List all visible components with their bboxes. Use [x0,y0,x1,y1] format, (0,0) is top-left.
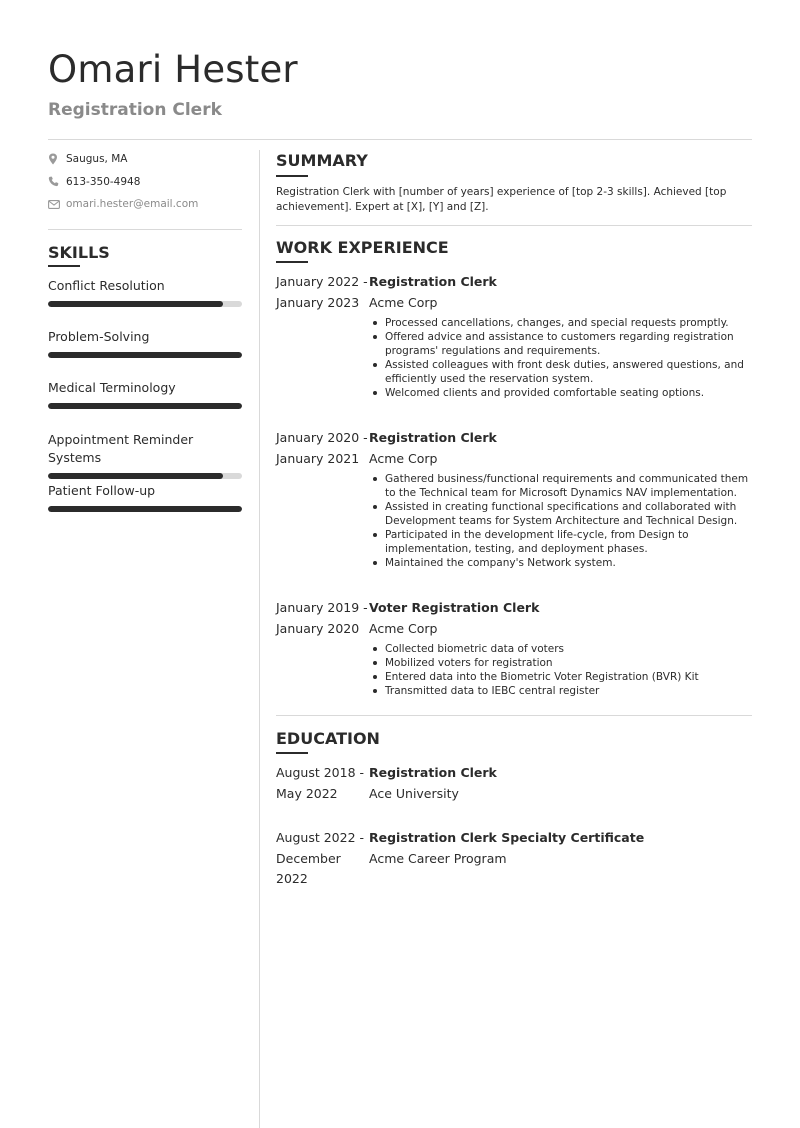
location-text: Saugus, MA [66,153,128,166]
job-end: January 2020 [276,620,360,636]
skill-bar-fill [48,301,223,307]
skills-heading: SKILLS [48,243,110,262]
job-bullet: Assisted in creating functional specifications and collaborated with Development teams for System Architecture and Technical Design. [369,500,752,528]
skill-bar-fill [48,352,242,358]
skills-list [48,277,242,533]
skill-name: Conflict Resolution [48,278,165,293]
skill-name: Patient Follow-up [48,482,156,498]
column-divider [259,150,260,1128]
skill-bar-fill [48,403,242,409]
job-role: Voter Registration Clerk [369,600,540,615]
job-bullet: Offered advice and assistance to customers regarding registration programs' regulations and requirements. [369,330,752,358]
email-link[interactable]: omari.hester@email.com [66,198,199,211]
education-heading: EDUCATION [276,729,380,748]
skill-item [48,277,242,328]
education-end: May 2022 [276,785,338,801]
job-bullet: Entered data into the Biometric Voter Registration (BVR) Kit [369,670,752,684]
job-bullet: Participated in the development life-cycle, from Design to implementation, testing, and deployment phases. [369,528,752,556]
job-company: Acme Corp [369,450,438,466]
skill-bar [48,352,242,358]
job-start: January 2022 - [276,274,368,289]
phone-text: 613-350-4948 [66,175,141,188]
education-end: December 2022 [276,850,341,886]
job-end: January 2023 [276,294,360,310]
job-bullet: Mobilized voters for registration [369,656,752,670]
job-bullet: Transmitted data to IEBC central register [369,684,752,698]
education-dates [276,828,376,890]
skill-item [48,482,242,533]
job-start: January 2020 - [276,430,368,445]
job-company: Acme Corp [369,620,438,636]
summary-divider [276,225,752,226]
skill-bar [48,301,242,307]
skill-bar [48,403,242,409]
summary-text: Registration Clerk with [number of years] experience of [top 2-3 skills]. Achieved [top achievement]. Expert at [X], [Y] and [Z]. [276,186,727,213]
skill-item [48,431,242,482]
education-school: Ace University [369,785,459,801]
skill-name: Problem-Solving [48,329,150,345]
job-company: Acme Corp [369,294,438,310]
skill-bar [48,506,242,512]
education-start: August 2022 - [276,830,365,845]
education-heading-underline [276,752,308,754]
candidate-name: Omari Hester [48,48,298,91]
experience-divider [276,715,752,716]
job-role: Registration Clerk [369,274,497,289]
job-bullet: Processed cancellations, changes, and special requests promptly. [369,316,752,330]
envelope-icon [48,200,66,209]
job-dates [276,272,368,313]
job-bullet: Collected biometric data of voters [369,642,752,656]
phone-icon [48,176,66,187]
experience-heading: WORK EXPERIENCE [276,238,449,257]
job-dates [276,598,368,639]
contact-block [48,148,242,216]
skill-item [48,379,242,430]
experience-heading-underline [276,261,308,263]
job-end: January 2021 [276,450,360,466]
job-bullet: Assisted colleagues with front desk duties, answered questions, and efficiently used the reservation system. [369,358,752,386]
skill-bar [48,473,242,479]
contact-divider [48,229,242,230]
skill-name: Medical Terminology [48,380,176,396]
education-dates [276,763,368,804]
job-role: Registration Clerk [369,430,497,445]
skills-heading-underline [48,265,80,267]
skill-bar-fill [48,473,223,479]
education-school: Acme Career Program [369,850,507,866]
location-pin-icon [48,153,66,165]
header-divider [48,139,752,140]
summary-heading-underline [276,175,308,177]
job-bullet: Welcomed clients and provided comfortable seating options. [369,386,752,400]
job-bullet: Gathered business/functional requirements and communicated them to the Technical team for Microsoft Dynamics NAV implementation. [369,472,752,500]
candidate-title: Registration Clerk [48,100,222,120]
contact-phone [48,171,242,194]
job-bullet: Maintained the company's Network system. [369,556,752,570]
contact-location [48,148,242,171]
summary-heading: SUMMARY [276,151,368,170]
education-degree: Registration Clerk [369,765,497,780]
job-bullets [369,642,752,698]
job-start: January 2019 - [276,600,368,615]
skill-item [48,328,242,379]
job-bullets [369,472,752,570]
contact-email[interactable] [48,193,242,216]
education-degree: Registration Clerk Specialty Certificate [369,830,645,845]
skill-bar-fill [48,506,242,512]
education-start: August 2018 - [276,765,365,780]
job-dates [276,428,368,469]
skill-name: Appointment Reminder Systems [48,431,194,465]
job-bullets [369,316,752,400]
